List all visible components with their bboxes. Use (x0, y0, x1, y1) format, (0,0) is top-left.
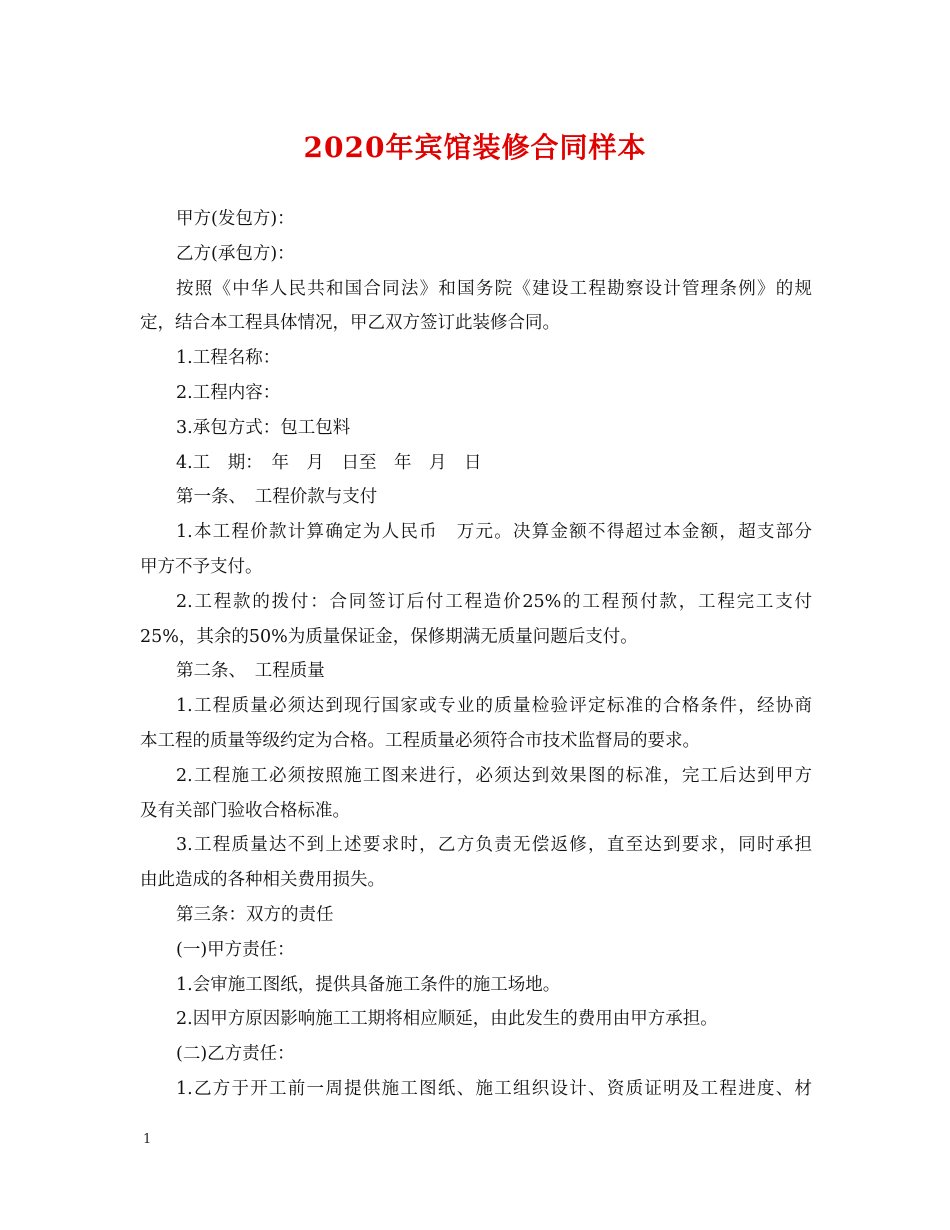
paragraph-line: 4.工 期： 年 月 日至 年 月 日 (176, 452, 482, 473)
paragraph-line: 乙方(承包方)： (176, 243, 295, 264)
section-heading: 第一条、 工程价款与支付 (176, 487, 378, 508)
section-heading: 第三条：双方的责任 (176, 904, 334, 925)
document-title: 2020年宾馆装修合同样本 (303, 131, 647, 164)
paragraph-line: 2.工程款的拨付：合同签订后付工程造价25%的工程预付款，工程完工支付 (176, 591, 812, 612)
paragraph-line: 1.工程名称： (176, 348, 281, 369)
paragraph-line: 甲方(发包方)： (176, 209, 295, 229)
section-heading: 第二条、 工程质量 (176, 661, 325, 682)
document-body (140, 202, 812, 1107)
paragraph-line: 甲方不予支付。 (140, 556, 263, 577)
paragraph-line: 1.乙方于开工前一周提供施工图纸、施工组织设计、资质证明及工程进度、材 (176, 1078, 812, 1099)
paragraph-line: 1.会审施工图纸，提供具备施工条件的施工场地。 (176, 974, 561, 995)
paragraph-line: 本工程的质量等级约定为合格。工程质量必须符合市技术监督局的要求。 (140, 730, 700, 751)
paragraph-line: 25%，其余的50%为质量保证金，保修期满无质量问题后支付。 (140, 626, 638, 647)
paragraph-line: (一)甲方责任： (176, 939, 295, 960)
paragraph-line: 2.工程内容： (176, 382, 281, 403)
paragraph-line: 按照《中华人民共和国合同法》和国务院《建设工程勘察设计管理条例》的规 (176, 278, 812, 299)
paragraph-line: 及有关部门验收合格标准。 (140, 800, 350, 821)
paragraph-line: 1.工程质量必须达到现行国家或专业的质量检验评定标准的合格条件，经协商 (176, 696, 812, 717)
paragraph-line: 定，结合本工程具体情况，甲乙双方签订此装修合同。 (140, 313, 560, 334)
paragraph-line: 1.本工程价款计算确定为人民币 万元。决算金额不得超过本金额，超支部分 (176, 522, 812, 543)
paragraph-line: 3.工程质量达不到上述要求时，乙方负责无偿返修，直至达到要求，同时承担 (176, 835, 812, 856)
paragraph-line: 2.因甲方原因影响施工工期将相应顺延，由此发生的费用由甲方承担。 (176, 1009, 718, 1030)
page-number: 1 (143, 1132, 152, 1147)
paragraph-line: 2.工程施工必须按照施工图来进行，必须达到效果图的标准，完工后达到甲方 (176, 765, 812, 786)
paragraph-line: 3.承包方式：包工包料 (176, 417, 351, 438)
paragraph-line: (二)乙方责任： (176, 1044, 295, 1065)
paragraph-line: 由此造成的各种相关费用损失。 (140, 870, 385, 891)
